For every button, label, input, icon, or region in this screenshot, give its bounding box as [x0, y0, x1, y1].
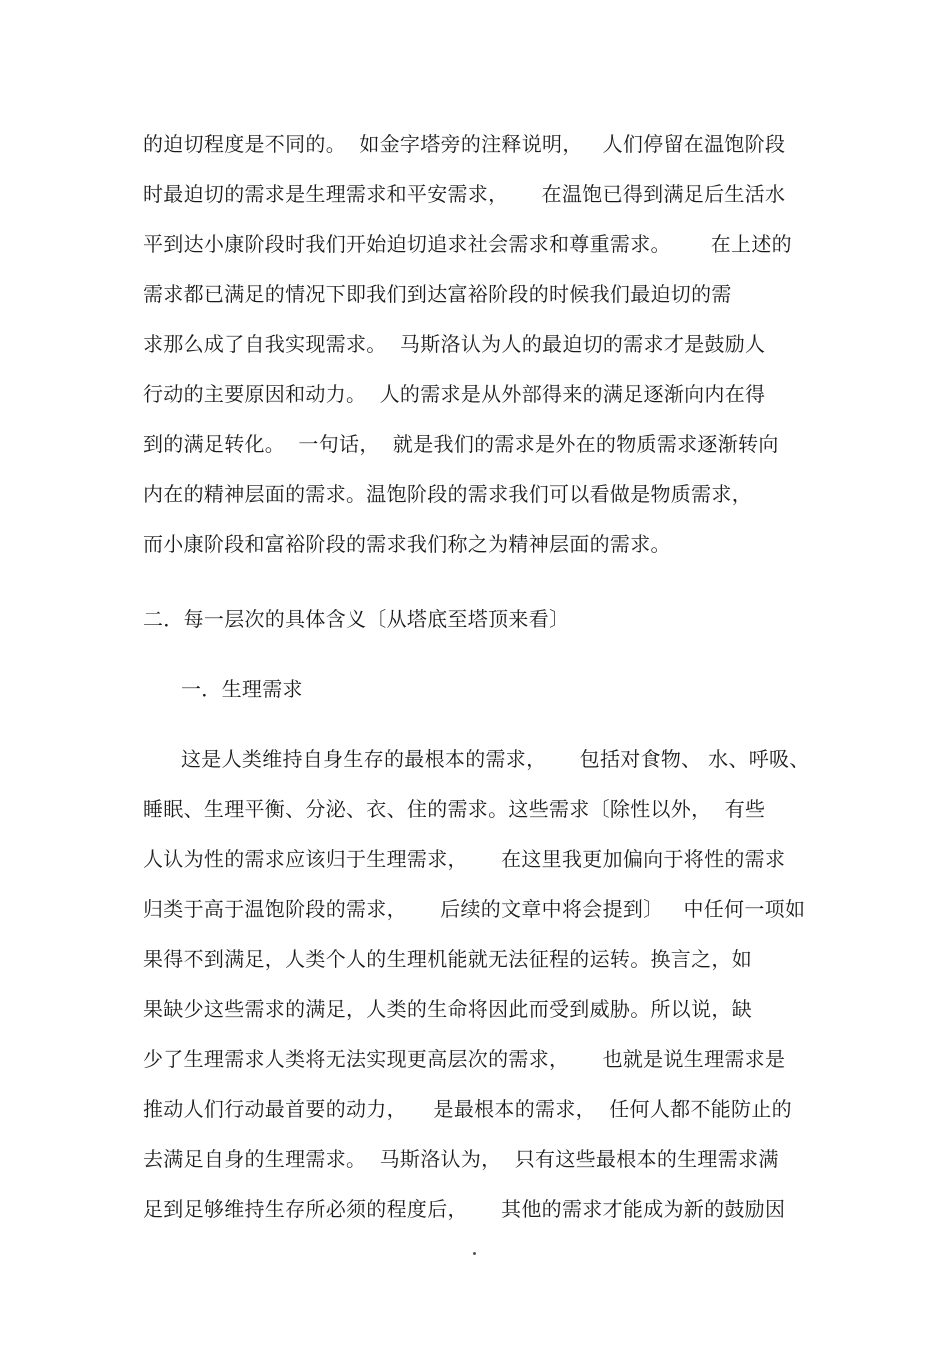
paragraph2-line-5: 果得不到满足，人类个人的生理机能就无法征程的运转。换言之，如 [143, 947, 752, 971]
paragraph2-line-2: 睡眠、生理平衡、分泌、衣、住的需求。这些需求〔除性以外， 有些 [143, 797, 766, 821]
paragraph2-line-7: 少了生理需求人类将无法实现更高层次的需求， 也就是说生理需求是 [143, 1047, 786, 1071]
paragraph1-line-3: 平到达小康阶段时我们开始迫切追求社会需求和尊重需求。 在上述的 [143, 232, 792, 256]
paragraph1-line-7: 到的满足转化。 一句话， 就是我们的需求是外在的物质需求逐渐转向 [143, 432, 779, 456]
paragraph1-line-6: 行动的主要原因和动力。 人的需求是从外部得来的满足逐渐向内在得 [143, 382, 766, 406]
paragraph1-line-2: 时最迫切的需求是生理需求和平安需求， 在温饱已得到满足后生活水 [143, 182, 786, 206]
section-heading: 二．每一层次的具体含义〔从塔底至塔顶来看〕 [143, 607, 570, 631]
paragraph1-line-4: 需求都已满足的情况下即我们到达富裕阶段的时候我们最迫切的需 [143, 282, 732, 306]
paragraph1-line-8: 内在的精神层面的需求。温饱阶段的需求我们可以看做是物质需求， [143, 482, 752, 506]
paragraph2-line-6: 果缺少这些需求的满足，人类的生命将因此而受到威胁。所以说，缺 [143, 997, 752, 1021]
paragraph2-line-8: 推动人们行动最首要的动力， 是最根本的需求， 任何人都不能防止的 [143, 1097, 792, 1121]
paragraph2-line-3: 人认为性的需求应该归于生理需求， 在这里我更加偏向于将性的需求 [143, 847, 786, 871]
subsection-heading: 一．生理需求 [181, 677, 303, 701]
paragraph2-line-10: 足到足够维持生存所必须的程度后， 其他的需求才能成为新的鼓励因 [143, 1197, 786, 1221]
paragraph2-line-1: 这是人类维持自身生存的最根本的需求， 包括对食物、 水、呼吸、 [181, 747, 810, 771]
paragraph2-line-9: 去满足自身的生理需求。 马斯洛认为， 只有这些最根本的生理需求满 [143, 1147, 779, 1171]
page-footer-dot [473, 1252, 476, 1255]
paragraph1-line-5: 求那么成了自我实现需求。 马斯洛认为人的最迫切的需求才是鼓励人 [143, 332, 766, 356]
paragraph2-line-4: 归类于高于温饱阶段的需求， 后续的文章中将会提到〕 中任何一项如 [143, 897, 806, 921]
paragraph1-line-1: 的迫切程度是不同的。 如金字塔旁的注释说明， 人们停留在温饱阶段 [143, 132, 786, 156]
paragraph1-line-9: 而小康阶段和富裕阶段的需求我们称之为精神层面的需求。 [143, 532, 671, 556]
